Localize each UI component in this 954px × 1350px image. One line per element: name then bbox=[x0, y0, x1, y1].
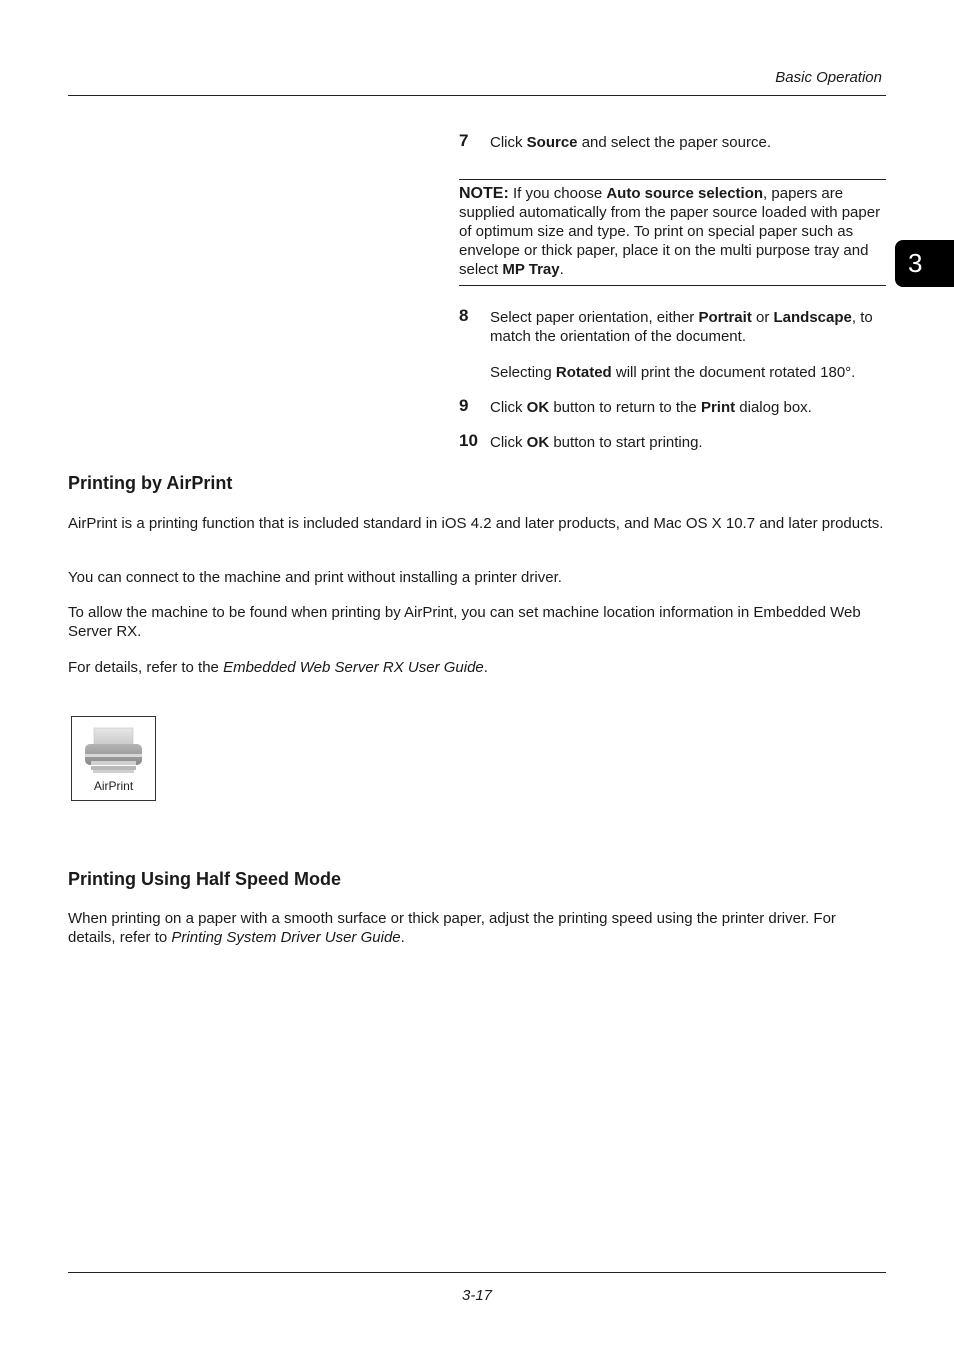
note-box: NOTE: If you choose Auto source selection, papers are supplied automatically from the paper source loaded with paper of optimum size and type. To print on special paper such as envelope or thick paper, place it on the multi purpose tray and select MP Tray. bbox=[459, 179, 886, 286]
airprint-paragraph-1: AirPrint is a printing function that is included standard in iOS 4.2 and later products, and Mac OS X 10.7 and later products. bbox=[68, 515, 884, 532]
step-10-text: Click OK button to start printing. bbox=[490, 434, 703, 451]
chapter-tab: 3 bbox=[895, 240, 954, 287]
step-8-number: 8 bbox=[459, 306, 469, 325]
step-7-text: Click Source and select the paper source. bbox=[490, 134, 771, 151]
step-7-number: 7 bbox=[459, 131, 469, 150]
header-rule bbox=[68, 95, 886, 96]
step-9-number: 9 bbox=[459, 396, 469, 415]
step-10-number: 10 bbox=[459, 431, 478, 450]
step-8-subtext: Selecting Rotated will print the document rotated 180°. bbox=[490, 364, 856, 381]
footer-rule bbox=[68, 1272, 886, 1273]
step-9-text: Click OK button to return to the Print dialog box. bbox=[490, 399, 812, 416]
airprint-logo bbox=[71, 716, 156, 801]
section-title-half-speed: Printing Using Half Speed Mode bbox=[68, 869, 342, 889]
note-label: NOTE: bbox=[459, 185, 509, 202]
section-title-airprint: Printing by AirPrint bbox=[68, 473, 233, 493]
running-header: Basic Operation bbox=[775, 69, 882, 86]
step-8-text: Select paper orientation, either Portrait or Landscape, to match the orientation of the document. bbox=[490, 309, 873, 345]
airprint-paragraph-4: For details, refer to the Embedded Web Server RX User Guide. bbox=[68, 659, 488, 676]
page-number: 3-17 bbox=[461, 1287, 493, 1304]
airprint-paragraph-3: To allow the machine to be found when printing by AirPrint, you can set machine location information in Embedded Web Server RX. bbox=[68, 604, 861, 640]
airprint-paragraph-2: You can connect to the machine and print without installing a printer driver. bbox=[68, 569, 562, 586]
airprint-logo-label: AirPrint bbox=[93, 779, 134, 793]
half-speed-paragraph: When printing on a paper with a smooth surface or thick paper, adjust the printing speed using the printer driver. For details, refer to Printing System Driver User Guide. bbox=[68, 910, 836, 946]
